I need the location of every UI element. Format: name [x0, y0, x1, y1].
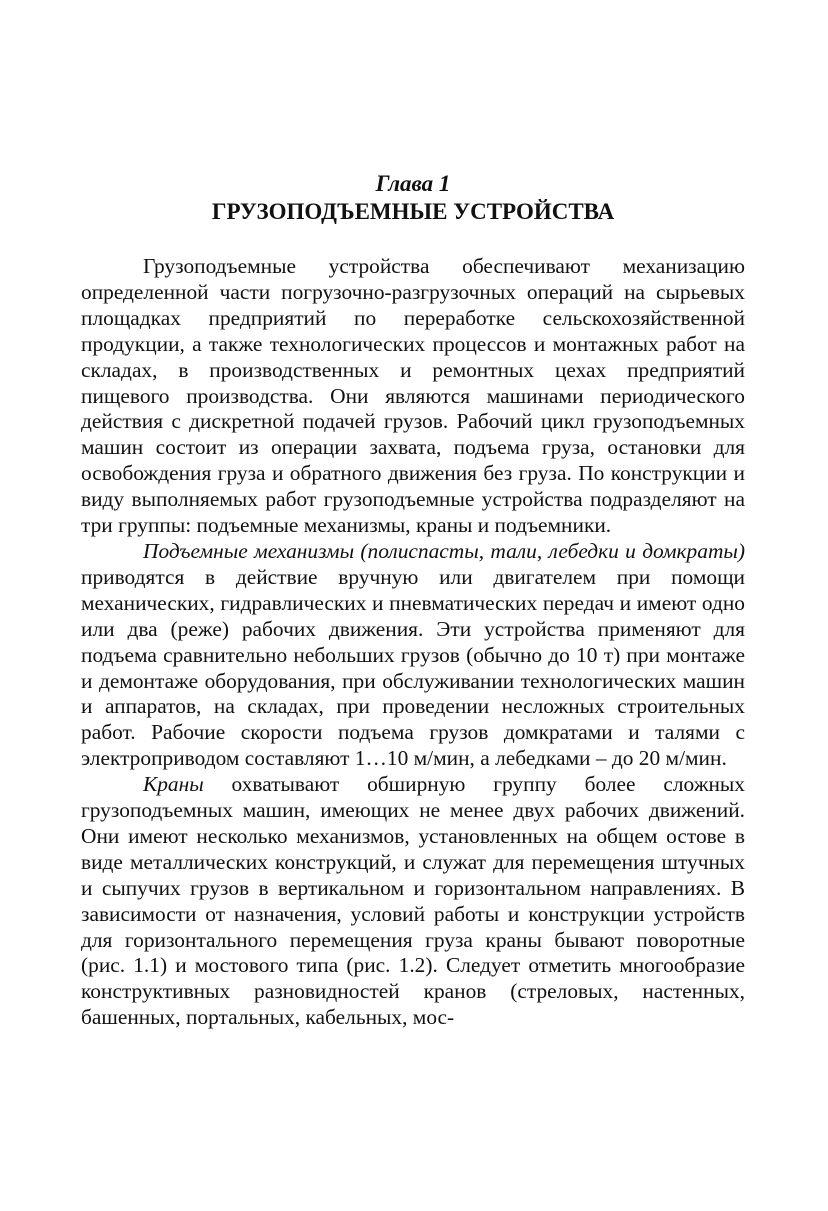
- chapter-title: ГРУЗОПОДЪЕМНЫЕ УСТРОЙСТВА: [211, 199, 615, 224]
- paragraph-text: Грузоподъемные устройства обеспечивают механизацию определенной части погрузочно-разгрузочных операций на сырьевых площадках предприятий по переработке сельскохозяйственной продукции, а также технологических процессов и монтажных работ на складах, в производственных и ремонтных цехах предприятий пищевого производства. Они являются машинами периодического действия с дискретной подачей грузов. Рабочий цикл грузоподъемных машин состоит из операции захвата, подъема груза, остановки для освобождения груза и обратного движения без груза. По конструкции и виду выполняемых работ грузоподъемные устройства подразделяют на три группы: подъемные механизмы, краны и подъемники.: [81, 254, 745, 538]
- paragraph-intro: [81, 254, 745, 539]
- paragraph-cranes: [81, 772, 745, 1031]
- paragraph-text: приводятся в действие вручную или двигателем при помощи механических, гидравлических и пневматических передач и имеют одно или два (реже) рабочих движения. Эти устройства применяют для подъема сравнительно небольших грузов (обычно до 10 т) при монтаже и демонтаже оборудования, при обслуживании технологических машин и аппаратов, на складах, при проведении несложных строительных работ. Рабочие скорости подъема грузов домкратами и талями с электроприводом составляют 1…10 м/мин, а лебедками – до 20 м/мин.: [81, 564, 745, 771]
- chapter-label: Глава 1: [375, 171, 451, 196]
- paragraph-lifting-mechanisms: [81, 539, 745, 772]
- paragraph-term: Подъемные механизмы (полиспасты, тали, лебедки и домкраты): [143, 538, 745, 563]
- paragraph-text: охватывают обширную группу более сложных грузоподъемных машин, имеющих не менее двух рабочих движений. Они имеют несколько механизмов, установленных на общем остове в виде металлических конструкций, и служат для перемещения штучных и сыпучих грузов в вертикальном и горизонтальном направлениях. В зависимости от назначения, условий работы и конструкции устройств для горизонтального перемещения груза краны бывают поворотные (рис. 1.1) и мостового типа (рис. 1.2). Следует отметить многообразие конструктивных разновидностей кранов (стреловых, настенных, башенных, портальных, кабельных, мос-: [81, 772, 745, 1030]
- book-page: [81, 170, 745, 1031]
- chapter-body: [81, 254, 745, 1031]
- paragraph-term: Краны: [143, 772, 204, 797]
